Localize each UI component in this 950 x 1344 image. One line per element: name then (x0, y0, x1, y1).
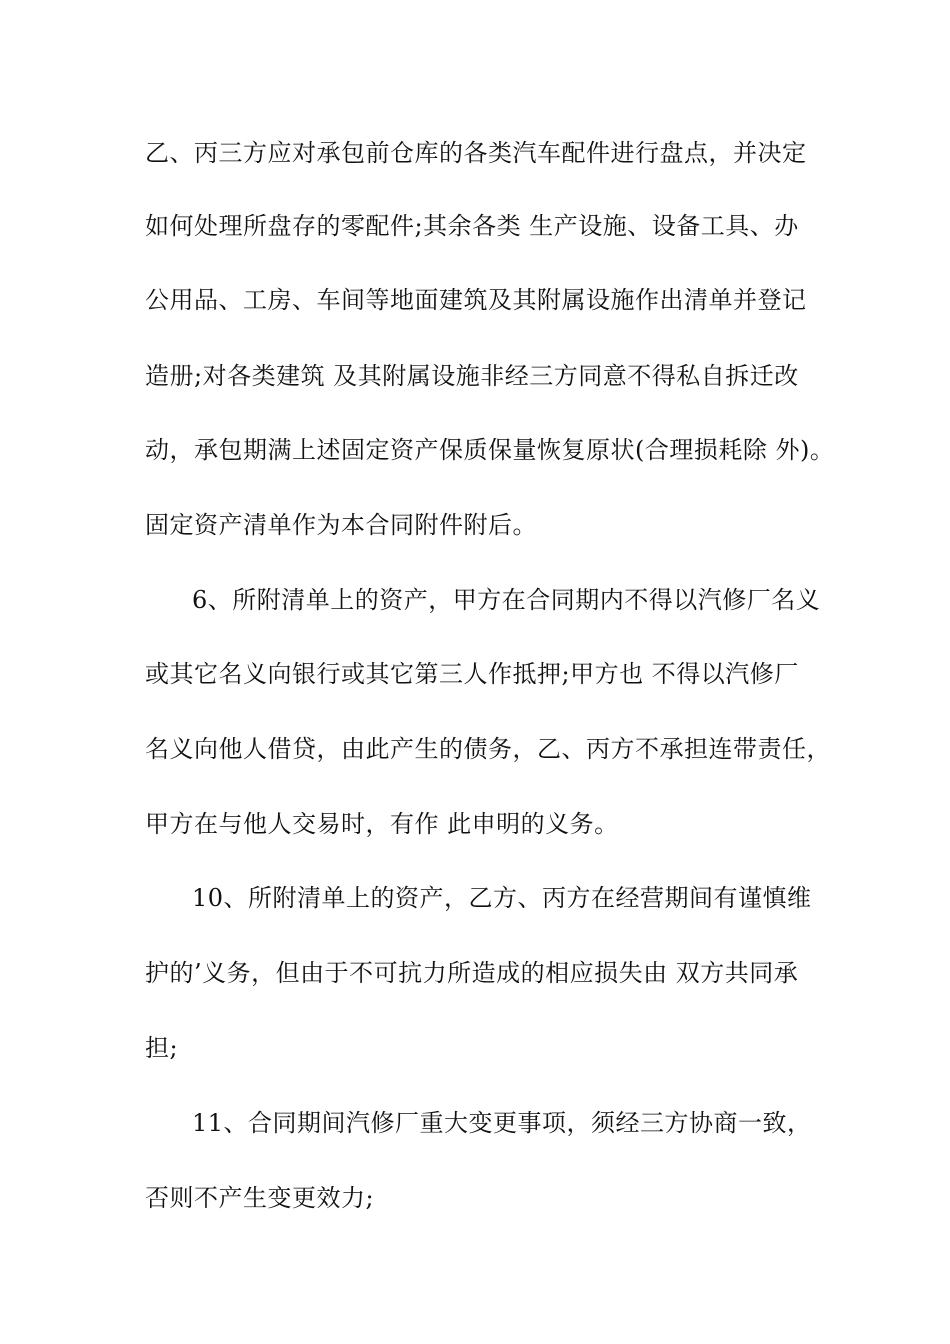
paragraph-line: 如何处理所盘存的零配件;其余各类 生产设施、设备工具、办 (145, 212, 799, 240)
clause-11-line: 11、合同期间汽修厂重大变更事项，须经三方协商一致， (192, 1109, 812, 1137)
paragraph-line: 护的’义务，但由于不可抗力所造成的相应损失由 双方共同承 (145, 959, 799, 987)
paragraph-line: 或其它名义向银行或其它第三人作抵押;甲方也 不得以汽修厂 (145, 660, 799, 688)
paragraph-line: 名义向他人借贷，由此产生的债务，乙、丙方不承担连带责任， (145, 735, 831, 763)
paragraph-line: 公用品、工房、车间等地面建筑及其附属设施作出清单并登记 (145, 286, 807, 314)
paragraph-line: 动，承包期满上述固定资产保质保量恢复原状(合理损耗除 外)。 (145, 436, 835, 464)
paragraph-line: 乙、丙三方应对承包前仓库的各类汽车配件进行盘点，并决定 (145, 139, 807, 167)
paragraph-line: 否则不产生变更效力; (145, 1184, 375, 1212)
paragraph-line: 担; (145, 1034, 179, 1062)
paragraph-line: 固定资产清单作为本合同附件附后。 (145, 511, 537, 539)
paragraph-line: 造册;对各类建筑 及其附属设施非经三方同意不得私自拆迁改 (145, 362, 799, 390)
paragraph-line: 甲方在与他人交易时，有作 此申明的义务。 (145, 810, 619, 838)
clause-6-line: 6、所附清单上的资产，甲方在合同期内不得以汽修厂名义 (192, 586, 821, 614)
clause-10-line: 10、所附清单上的资产，乙方、丙方在经营期间有谨慎维 (192, 884, 812, 912)
